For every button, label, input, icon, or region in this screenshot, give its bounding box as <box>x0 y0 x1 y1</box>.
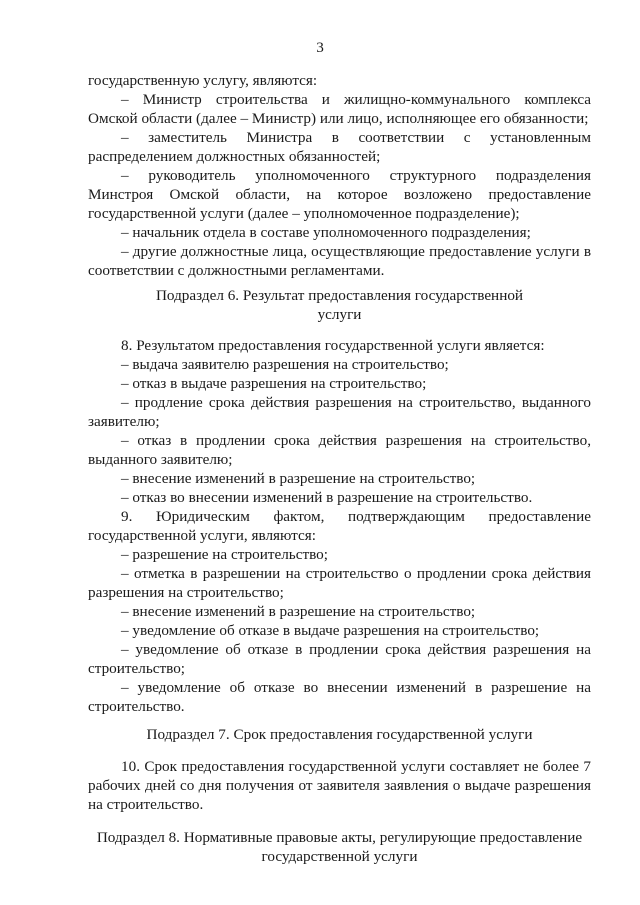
list-item: – продление срока действия разрешения на строительство, выданного <box>121 394 591 411</box>
list-item-minister: – Министр строительства и жилищно-коммунального комплекса <box>121 91 591 108</box>
text-line: государственную услугу, являются: <box>88 72 318 89</box>
text-line: Омской области (далее – Министр) или лицо, исполняющее его обязанности; <box>88 110 589 127</box>
text-line: строительство; <box>88 660 186 677</box>
list-item: – отказ в выдаче разрешения на строительство; <box>121 375 427 392</box>
list-item: – уведомление об отказе в продлении срока действия разрешения на <box>121 641 591 658</box>
text-line: соответствии с должностными регламентами. <box>88 262 385 279</box>
list-item: – разрешение на строительство; <box>121 546 328 563</box>
text-line: разрешения на строительство; <box>88 584 284 601</box>
section-6-heading: Подраздел 6. Результат предоставления государственной <box>155 287 524 304</box>
text-line: заявителю; <box>88 413 160 430</box>
item-10: 10. Срок предоставления государственной услуги составляет не более 7 <box>121 758 591 775</box>
item-9: 9. Юридическим фактом, подтверждающим предоставление <box>121 508 591 525</box>
text-line: выданного заявителю; <box>88 451 233 468</box>
section-6-heading-cont: услуги <box>317 306 362 323</box>
section-7-heading: Подраздел 7. Срок предоставления государственной услуги <box>146 726 533 743</box>
list-item-chief: – начальник отдела в составе уполномоченного подразделения; <box>121 224 531 241</box>
item-8: 8. Результатом предоставления государственной услуги является: <box>121 337 545 354</box>
section-8-heading: Подраздел 8. Нормативные правовые акты, регулирующие предоставление <box>96 829 583 846</box>
text-line: Минстроя Омской области, на которое возложено предоставление <box>88 186 591 203</box>
page-number: 3 <box>316 39 324 56</box>
list-item-officials: – другие должностные лица, осуществляющие предоставление услуги в <box>121 243 591 260</box>
list-item: – внесение изменений в разрешение на строительство; <box>121 603 476 620</box>
list-item: – уведомление об отказе во внесении изменений в разрешение на <box>121 679 591 696</box>
text-line: строительство. <box>88 698 185 715</box>
text-line: рабочих дней со дня получения от заявителя заявления о выдаче разрешения <box>88 777 591 794</box>
text-line: распределением должностных обязанностей; <box>88 148 381 165</box>
list-item: – уведомление об отказе в выдаче разрешения на строительство; <box>121 622 540 639</box>
list-item: – отказ во внесении изменений в разрешение на строительство. <box>121 489 533 506</box>
text-line: государственной услуги (далее – уполномоченное подразделение); <box>88 205 520 222</box>
list-item: – отметка в разрешении на строительство о продлении срока действия <box>121 565 591 582</box>
list-item: – внесение изменений в разрешение на строительство; <box>121 470 476 487</box>
text-line: государственной услуги, являются: <box>88 527 316 544</box>
list-item: – отказ в продлении срока действия разрешения на строительство, <box>121 432 591 449</box>
list-item-deputy: – заместитель Министра в соответствии с установленным <box>121 129 591 146</box>
section-8-heading-cont: государственной услуги <box>261 848 418 865</box>
list-item: – выдача заявителю разрешения на строительство; <box>121 356 449 373</box>
list-item-head: – руководитель уполномоченного структурного подразделения <box>121 167 591 184</box>
text-line: на строительство. <box>88 796 204 813</box>
